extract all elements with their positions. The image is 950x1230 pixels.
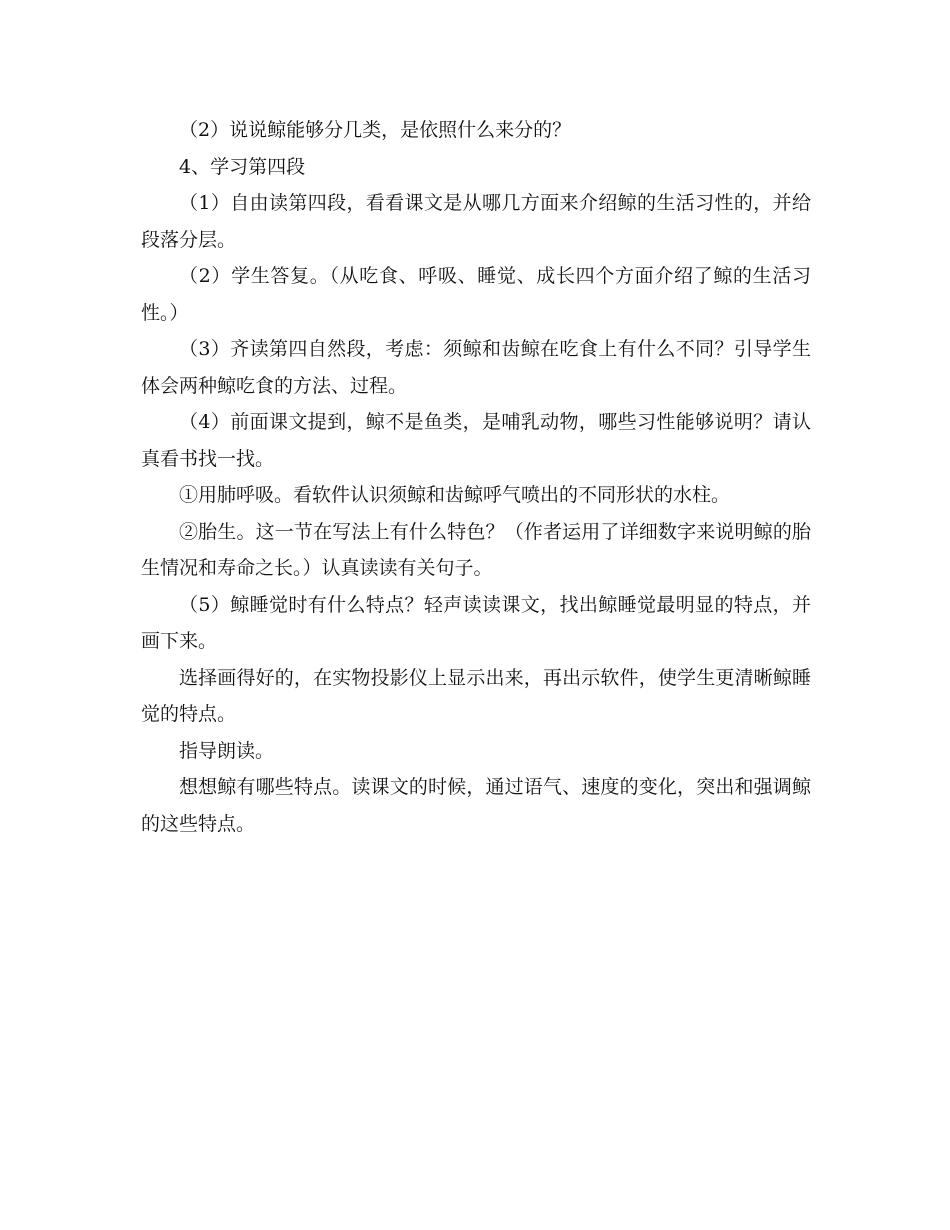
paragraph-sleeping-traits: （5）鲸睡觉时有什么特点？轻声读读课文，找出鲸睡觉最明显的特点，并画下来。 xyxy=(141,593,811,652)
paragraph-mammal-habits: （4）前面课文提到，鲸不是鱼类，是哺乳动物，哪些习性能够说明？请认真看书找一找。 xyxy=(141,411,811,470)
document-body xyxy=(141,112,811,842)
paragraph-student-answer: （2）学生答复。（从吃食、呼吸、睡觉、成长四个方面介绍了鲸的生活习性。） xyxy=(141,265,811,324)
paragraph-group-reading: （3）齐读第四自然段，考虑：须鲸和齿鲸在吃食上有什么不同？引导学生体会两种鲸吃食的方法、过程。 xyxy=(141,338,811,397)
paragraph-guided-reading: 指导朗读。 xyxy=(179,739,275,762)
paragraph-projector-display: 选择画得好的，在实物投影仪上显示出来，再出示软件，使学生更清晰鲸睡觉的特点。 xyxy=(141,666,811,725)
paragraph-free-reading: （1）自由读第四段，看看课文是从哪几方面来介绍鲸的生活习性的，并给段落分层。 xyxy=(141,192,811,251)
paragraph-question-classification: （2）说说鲸能够分几类，是依照什么来分的？ xyxy=(179,119,572,141)
paragraph-emphasize-traits: 想想鲸有哪些特点。读课文的时候，通过语气、速度的变化，突出和强调鲸的这些特点。 xyxy=(141,776,811,835)
paragraph-lung-breathing: ①用肺呼吸。看软件认识须鲸和齿鲸呼气喷出的不同形状的水柱。 xyxy=(179,484,731,506)
paragraph-viviparous: ②胎生。这一节在写法上有什么特色？（作者运用了详细数字来说明鲸的胎生情况和寿命之长。）认真读读有关句子。 xyxy=(141,520,811,579)
section-heading-fourth-paragraph: 4、学习第四段 xyxy=(179,155,306,178)
